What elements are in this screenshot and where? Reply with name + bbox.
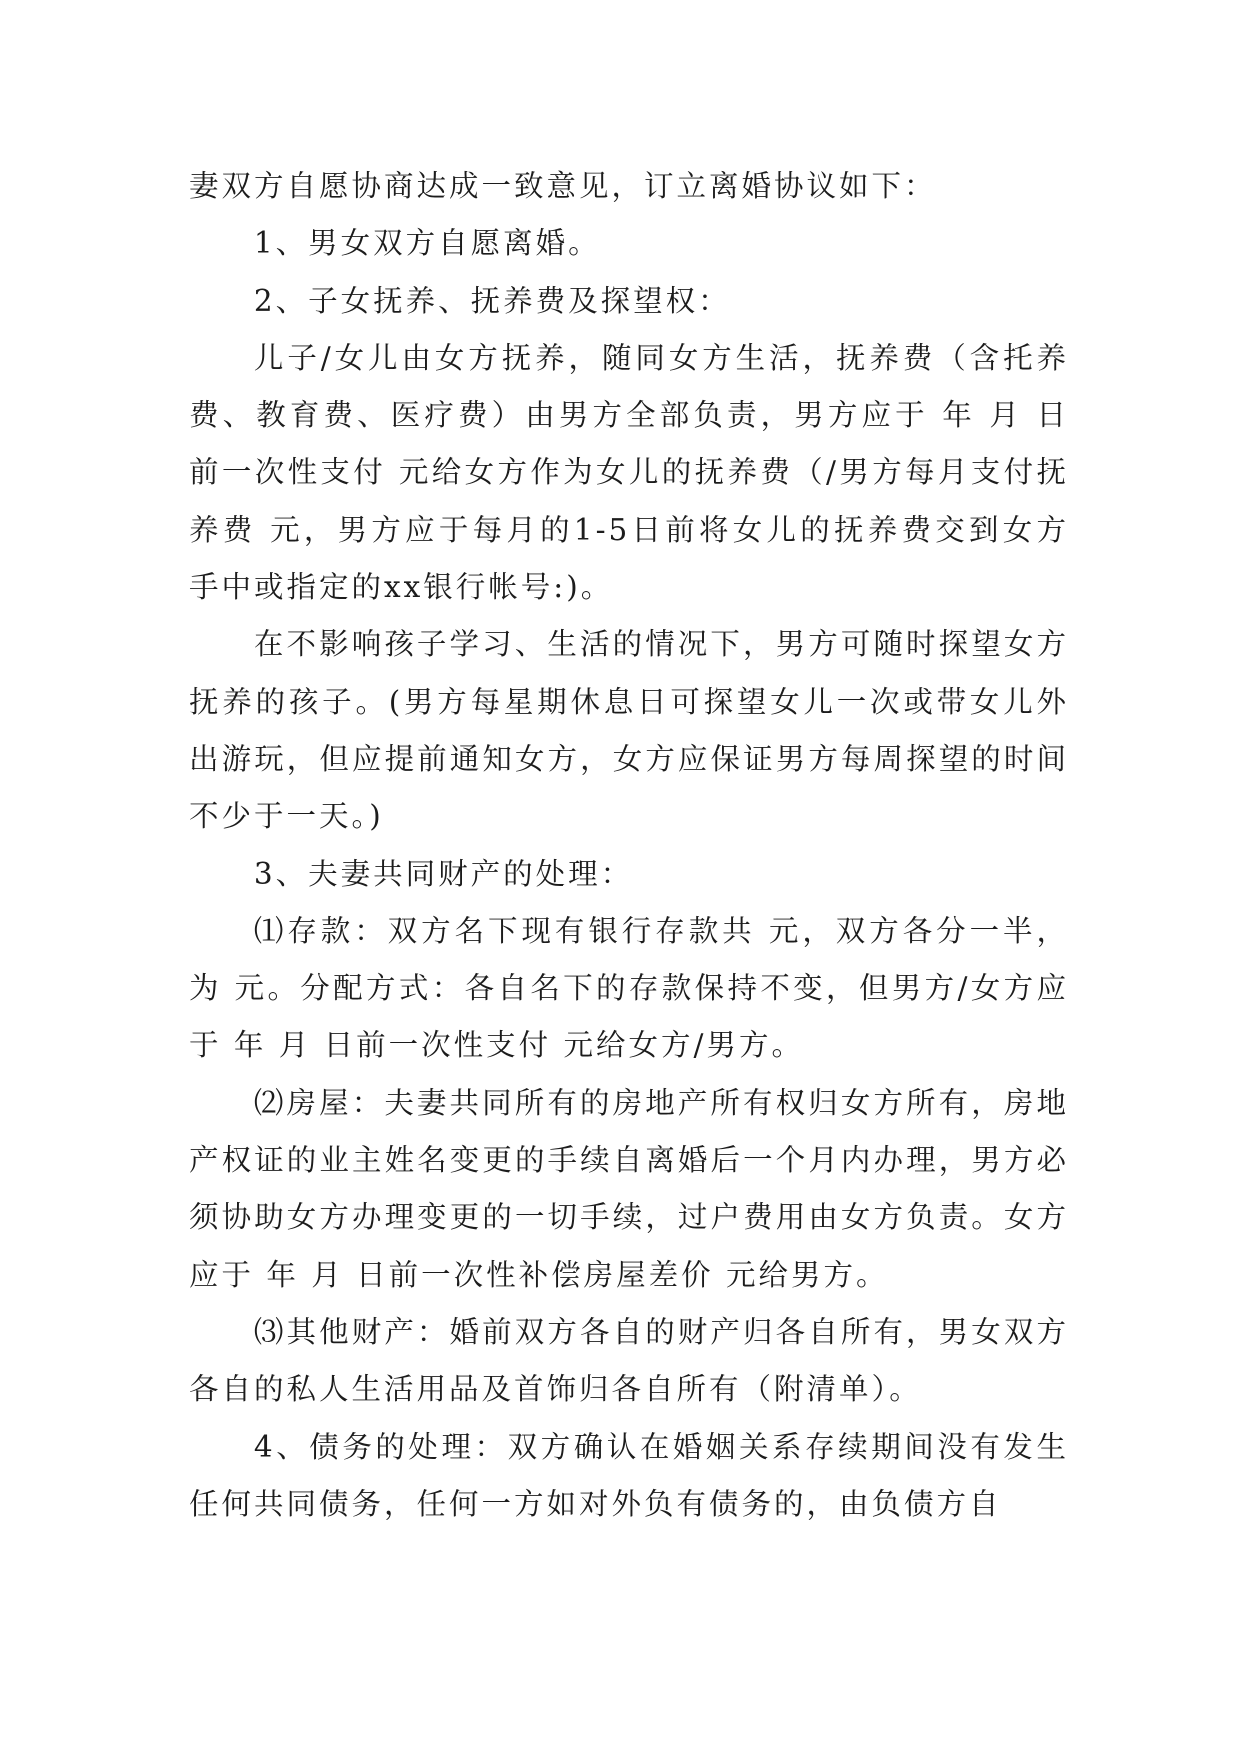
paragraph-house: ⑵房屋：夫妻共同所有的房地产所有权归女方所有，房地产权证的业主姓名变更的手续自离婚后一个月内办理，男方必须协助女方办理变更的一切手续，过户费用由女方负责。女方应于 年 月 日前一次性补偿房屋差价 元给男方。 — [189, 1085, 1069, 1292]
paragraph-child-support: 儿子/女儿由女方抚养，随同女方生活，抚养费（含托养费、教育费、医疗费）由男方全部负责，男方应于 年 月 日前一次性支付 元给女方作为女儿的抚养费（/男方每月支付抚养费 元，男方应于每月的1-5日前将女儿的抚养费交到女方手中或指定的xx银行帐号:)。 — [189, 340, 1069, 605]
paragraph-debts: 4、债务的处理：双方确认在婚姻关系存续期间没有发生任何共同债务，任何一方如对外负有债务的，由负债方自 — [189, 1429, 1069, 1521]
paragraph-clause-2-heading: 2、子女抚养、抚养费及探望权： — [253, 283, 731, 318]
paragraph-clause-1: 1、男女双方自愿离婚。 — [253, 226, 601, 261]
paragraph-visitation: 在不影响孩子学习、生活的情况下，男方可随时探望女方抚养的孩子。(男方每星期休息日可探望女儿一次或带女儿外出游玩，但应提前通知女方，女方应保证男方每周探望的时间不少于一天。) — [189, 627, 1069, 834]
paragraph-intro-continued: 妻双方自愿协商达成一致意见，订立离婚协议如下： — [189, 169, 937, 203]
paragraph-deposits: ⑴存款：双方名下现有银行存款共 元，双方各分一半，为 元。分配方式：各自名下的存款保持不变，但男方/女方应于 年 月 日前一次性支付 元给女方/男方。 — [189, 913, 1069, 1063]
paragraph-other-property: ⑶其他财产：婚前双方各自的财产归各自所有，男女双方各自的私人生活用品及首饰归各自所有（附清单）。 — [189, 1314, 1069, 1407]
paragraph-clause-3-heading: 3、夫妻共同财产的处理： — [253, 856, 634, 891]
document-body — [189, 158, 1069, 1533]
